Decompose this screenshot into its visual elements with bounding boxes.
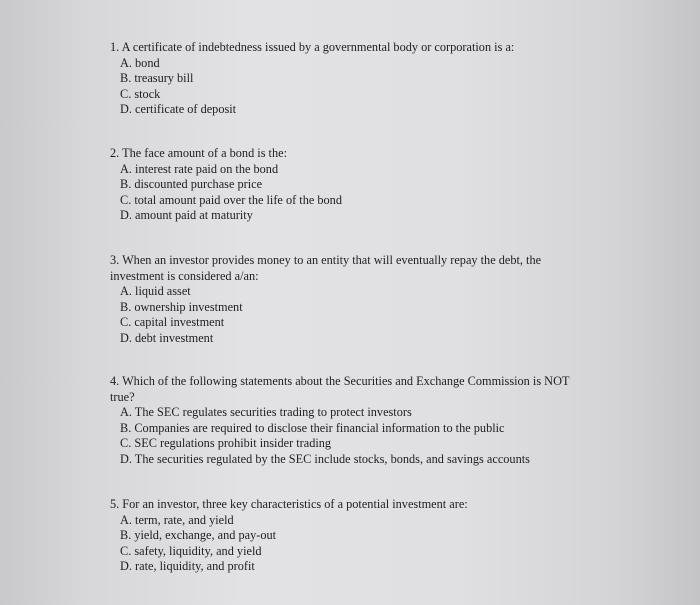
answer-options bbox=[108, 162, 578, 224]
answer-options bbox=[108, 513, 578, 575]
question-3 bbox=[108, 253, 578, 346]
question-2 bbox=[108, 146, 578, 224]
answer-option: B. discounted purchase price bbox=[120, 177, 263, 191]
question-stem: 1. A certificate of indebtedness issued by a governmental body or corporation is a: bbox=[110, 40, 515, 54]
question-1 bbox=[108, 40, 578, 118]
answer-option: D. amount paid at maturity bbox=[120, 208, 253, 222]
answer-options bbox=[108, 405, 573, 467]
answer-option: B. Companies are required to disclose their financial information to the public bbox=[120, 420, 505, 435]
answer-option: A. term, rate, and yield bbox=[120, 512, 234, 527]
answer-option: A. interest rate paid on the bond bbox=[120, 161, 279, 176]
answer-options bbox=[108, 56, 578, 118]
answer-option: D. The securities regulated by the SEC include stocks, bonds, and savings accounts bbox=[120, 451, 530, 466]
answer-option: B. yield, exchange, and pay-out bbox=[120, 528, 277, 542]
answer-option: C. capital investment bbox=[120, 315, 225, 329]
question-stem: 2. The face amount of a bond is the: bbox=[110, 146, 288, 160]
answer-option: D. certificate of deposit bbox=[120, 102, 237, 116]
answer-option: B. treasury bill bbox=[120, 71, 194, 85]
question-5 bbox=[108, 497, 578, 575]
answer-option: C. total amount paid over the life of the bond bbox=[120, 192, 342, 207]
answer-option: D. rate, liquidity, and profit bbox=[120, 559, 255, 573]
answer-option: C. SEC regulations prohibit insider trading bbox=[120, 436, 332, 450]
answer-option: C. stock bbox=[120, 86, 161, 101]
answer-option: A. bond bbox=[120, 55, 160, 70]
answer-option: A. The SEC regulates securities trading to protect investors bbox=[120, 405, 412, 419]
question-stem: 3. When an investor provides money to an entity that will eventually repay the debt, the investment is considered a/an: bbox=[110, 253, 542, 283]
answer-option: C. safety, liquidity, and yield bbox=[120, 543, 262, 558]
question-stem: 5. For an investor, three key characteristics of a potential investment are: bbox=[110, 497, 468, 511]
answer-option: D. debt investment bbox=[120, 330, 214, 345]
question-stem: 4. Which of the following statements about the Securities and Exchange Commission is NOT true? bbox=[110, 374, 570, 404]
question-4 bbox=[108, 374, 573, 467]
answer-option: B. ownership investment bbox=[120, 299, 243, 314]
answer-option: A. liquid asset bbox=[120, 284, 191, 298]
answer-options bbox=[108, 284, 578, 346]
